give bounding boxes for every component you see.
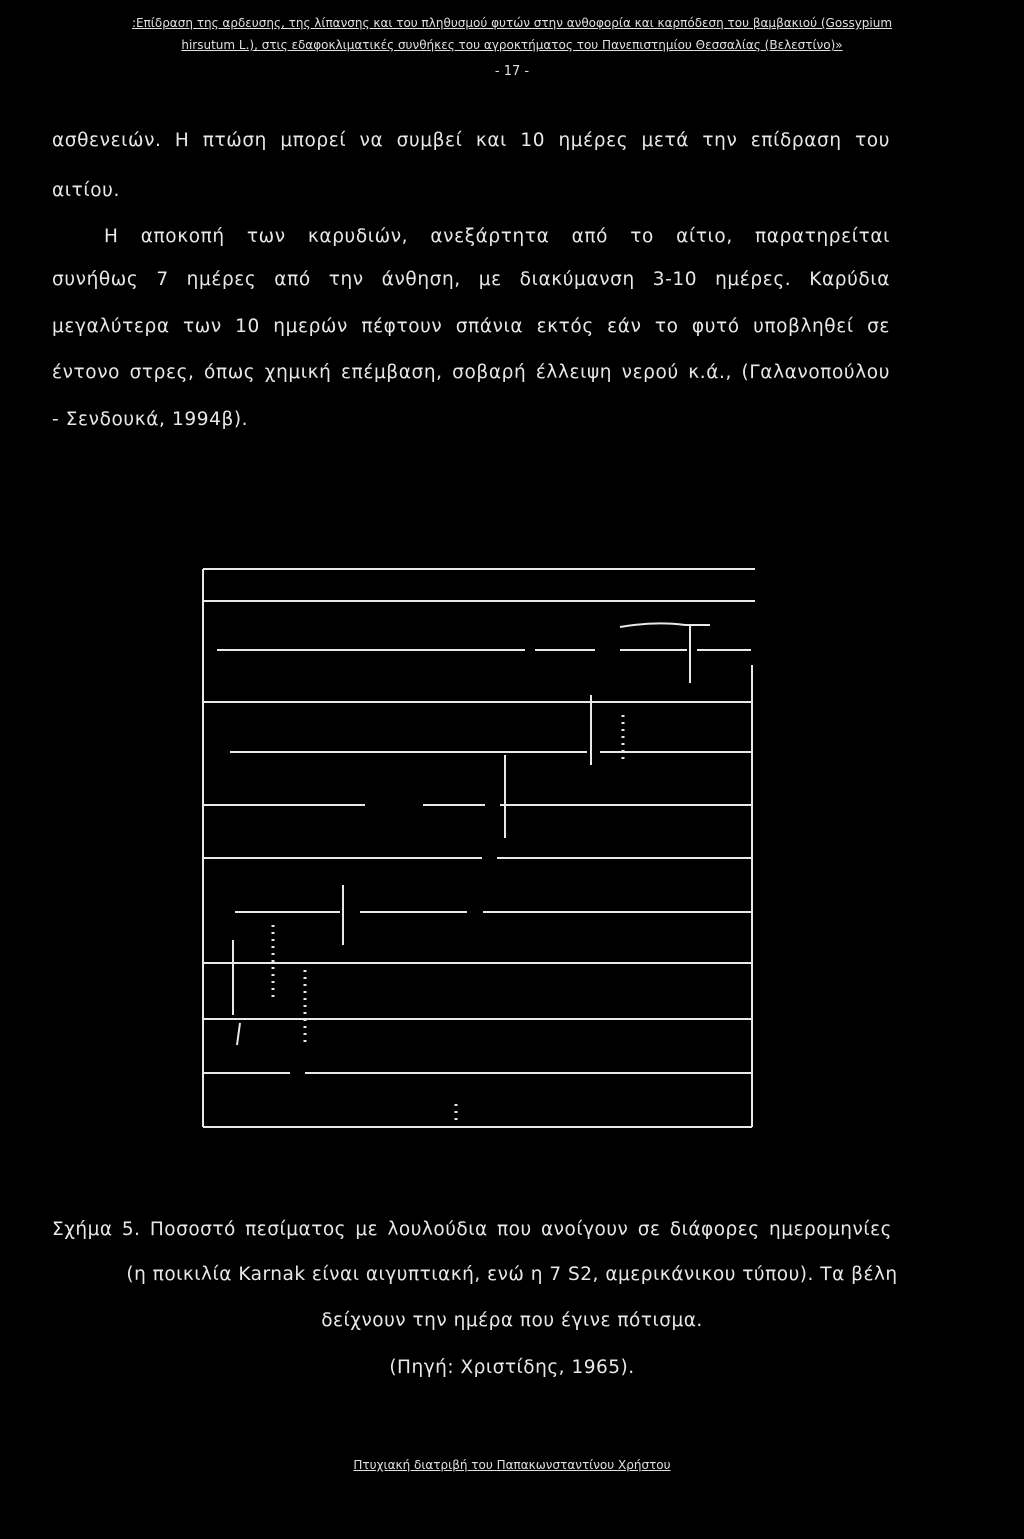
figure-caption-line-1: Σχήμα 5. Ποσοστό πεσίματος με λουλούδια που ανοίγουν σε διάφορες ημερομηνίες [52,1219,892,1240]
running-header-line-2: hirsutum L.), στις εδαφοκλιματικές συνθήκες του αγροκτήματος του Πανεπιστημίου Θεσσαλίας (Βελεστίνο)» [181,38,843,52]
paragraph-2-line-4: έντονο στρες, όπως χημική επέμβαση, σοβαρή έλλειψη νερού κ.ά., (Γαλανοπούλου [52,362,890,383]
paragraph-2-line-2: συνήθως 7 ημέρες από την άνθηση, με διακύμανση 3-10 ημέρες. Καρύδια [52,269,890,290]
paragraph-2-line-3: μεγαλύτερα των 10 ημερών πέφτουν σπάνια εκτός εάν το φυτό υποβληθεί σε [52,316,890,337]
paragraph-1-line-2: αιτίου. [52,180,120,201]
paragraph-1-line-1: ασθενειών. Η πτώση μπορεί να συμβεί και 10 ημέρες μετά την επίδραση του [52,130,890,151]
figure-arrow-mark [237,1023,240,1045]
figure-caption-line-3: δείχνουν την ημέρα που έγινε πότισμα. [321,1310,703,1331]
figure-band-curve [620,623,710,627]
running-header-line-1: :Επίδραση της αρδευσης, της λίπανσης και του πληθυσμού φυτών στην ανθοφορία και καρπόδεση του βαμβακιού (Gossypium [131,16,893,30]
paragraph-2-line-1: Η αποκοπή των καρυδιών, ανεξάρτητα από το αίτιο, παρατηρείται [104,226,890,247]
figure-5-graphic [195,555,765,1135]
figure-caption-source: (Πηγή: Χριστίδης, 1965). [389,1357,635,1378]
paragraph-2-line-5: - Σενδουκά, 1994β). [52,409,249,430]
page-number: - 17 - [494,64,530,79]
figure-caption-line-2: (η ποικιλία Karnak είναι αιγυπτιακή, ενώ η 7 S2, αμερικάνικου τύπου). Τα βέλη [126,1264,898,1285]
running-footer: Πτυχιακή διατριβή του Παπακωνσταντίνου Χρήστου [353,1458,671,1472]
